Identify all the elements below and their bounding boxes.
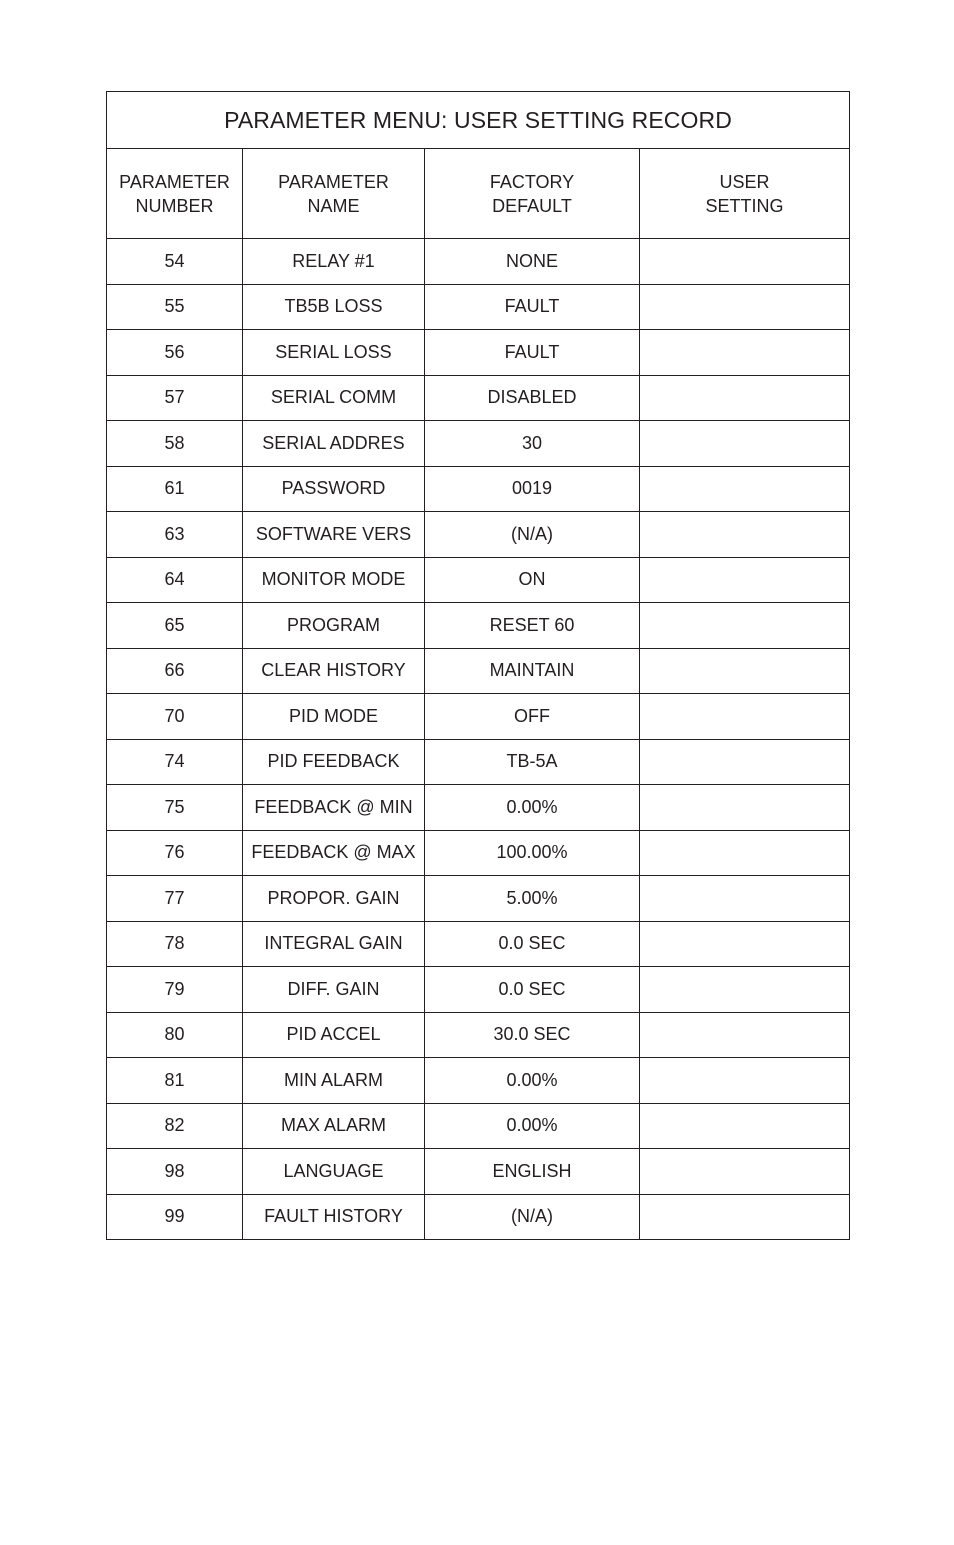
header-user-setting: USER SETTING — [640, 149, 850, 239]
parameter-name-cell: SERIAL ADDRES — [243, 421, 425, 467]
table-row — [107, 785, 850, 831]
factory-default-cell: FAULT — [425, 330, 640, 376]
parameter-number-cell: 57 — [107, 375, 243, 421]
parameter-name-cell: MAX ALARM — [243, 1103, 425, 1149]
table-row — [107, 921, 850, 967]
user-setting-cell[interactable] — [640, 921, 850, 967]
parameter-name-cell: PASSWORD — [243, 466, 425, 512]
user-setting-cell[interactable] — [640, 421, 850, 467]
factory-default-cell: 100.00% — [425, 830, 640, 876]
factory-default-cell: (N/A) — [425, 1194, 640, 1240]
parameter-number-cell: 82 — [107, 1103, 243, 1149]
parameter-number-cell: 77 — [107, 876, 243, 922]
user-setting-cell[interactable] — [640, 785, 850, 831]
user-setting-cell[interactable] — [640, 967, 850, 1013]
parameter-number-cell: 80 — [107, 1012, 243, 1058]
factory-default-cell: 0.0 SEC — [425, 967, 640, 1013]
parameter-name-cell: TB5B LOSS — [243, 284, 425, 330]
table-row — [107, 1194, 850, 1240]
parameter-number-cell: 64 — [107, 557, 243, 603]
user-setting-cell[interactable] — [640, 739, 850, 785]
user-setting-cell[interactable] — [640, 375, 850, 421]
parameter-number-cell: 63 — [107, 512, 243, 558]
parameter-number-cell: 76 — [107, 830, 243, 876]
user-setting-cell[interactable] — [640, 1103, 850, 1149]
factory-default-cell: OFF — [425, 694, 640, 740]
parameter-number-cell: 55 — [107, 284, 243, 330]
factory-default-cell: NONE — [425, 239, 640, 285]
factory-default-cell: RESET 60 — [425, 603, 640, 649]
user-setting-cell[interactable] — [640, 330, 850, 376]
parameter-number-cell: 54 — [107, 239, 243, 285]
parameter-name-cell: CLEAR HISTORY — [243, 648, 425, 694]
user-setting-cell[interactable] — [640, 603, 850, 649]
user-setting-cell[interactable] — [640, 1058, 850, 1104]
parameter-name-cell: FEEDBACK @ MIN — [243, 785, 425, 831]
table-row — [107, 648, 850, 694]
user-setting-cell[interactable] — [640, 876, 850, 922]
parameter-number-cell: 61 — [107, 466, 243, 512]
parameter-number-cell: 81 — [107, 1058, 243, 1104]
parameter-name-cell: SERIAL COMM — [243, 375, 425, 421]
parameter-name-cell: FAULT HISTORY — [243, 1194, 425, 1240]
factory-default-cell: 0.00% — [425, 1103, 640, 1149]
parameter-name-cell: SOFTWARE VERS — [243, 512, 425, 558]
parameter-number-cell: 58 — [107, 421, 243, 467]
table-row — [107, 512, 850, 558]
user-setting-cell[interactable] — [640, 648, 850, 694]
factory-default-cell: 0.0 SEC — [425, 921, 640, 967]
table-row — [107, 284, 850, 330]
table-row — [107, 1149, 850, 1195]
table-row — [107, 330, 850, 376]
table-row — [107, 557, 850, 603]
parameter-name-cell: MIN ALARM — [243, 1058, 425, 1104]
user-setting-cell[interactable] — [640, 1194, 850, 1240]
factory-default-cell: (N/A) — [425, 512, 640, 558]
factory-default-cell: 0019 — [425, 466, 640, 512]
table-header-row — [107, 149, 850, 239]
parameter-name-cell: RELAY #1 — [243, 239, 425, 285]
factory-default-cell: DISABLED — [425, 375, 640, 421]
parameter-number-cell: 98 — [107, 1149, 243, 1195]
factory-default-cell: MAINTAIN — [425, 648, 640, 694]
parameter-name-cell: FEEDBACK @ MAX — [243, 830, 425, 876]
header-parameter-name: PARAMETER NAME — [243, 149, 425, 239]
user-setting-cell[interactable] — [640, 466, 850, 512]
table-title-row — [107, 92, 850, 149]
parameter-number-cell: 65 — [107, 603, 243, 649]
table-row — [107, 967, 850, 1013]
factory-default-cell: TB-5A — [425, 739, 640, 785]
table-row — [107, 876, 850, 922]
parameter-name-cell: LANGUAGE — [243, 1149, 425, 1195]
table-row — [107, 1058, 850, 1104]
parameter-number-cell: 75 — [107, 785, 243, 831]
parameter-name-cell: INTEGRAL GAIN — [243, 921, 425, 967]
factory-default-cell: 0.00% — [425, 785, 640, 831]
user-setting-cell[interactable] — [640, 284, 850, 330]
parameter-number-cell: 74 — [107, 739, 243, 785]
header-parameter-number: PARAMETER NUMBER — [107, 149, 243, 239]
parameter-name-cell: PROGRAM — [243, 603, 425, 649]
user-setting-cell[interactable] — [640, 1149, 850, 1195]
parameter-number-cell: 70 — [107, 694, 243, 740]
user-setting-cell[interactable] — [640, 830, 850, 876]
parameter-name-cell: PID ACCEL — [243, 1012, 425, 1058]
parameter-number-cell: 78 — [107, 921, 243, 967]
header-factory-default: FACTORY DEFAULT — [425, 149, 640, 239]
parameter-number-cell: 66 — [107, 648, 243, 694]
table-row — [107, 830, 850, 876]
table-row — [107, 421, 850, 467]
parameter-number-cell: 56 — [107, 330, 243, 376]
table-row — [107, 1012, 850, 1058]
user-setting-cell[interactable] — [640, 512, 850, 558]
factory-default-cell: ON — [425, 557, 640, 603]
table-row — [107, 739, 850, 785]
table-row — [107, 375, 850, 421]
factory-default-cell: 30 — [425, 421, 640, 467]
parameter-number-cell: 99 — [107, 1194, 243, 1240]
table-row — [107, 694, 850, 740]
factory-default-cell: 5.00% — [425, 876, 640, 922]
user-setting-cell[interactable] — [640, 1012, 850, 1058]
factory-default-cell: 30.0 SEC — [425, 1012, 640, 1058]
table-row — [107, 466, 850, 512]
parameter-name-cell: PID MODE — [243, 694, 425, 740]
table-title: PARAMETER MENU: USER SETTING RECORD — [107, 92, 850, 149]
factory-default-cell: ENGLISH — [425, 1149, 640, 1195]
user-setting-cell[interactable] — [640, 557, 850, 603]
user-setting-cell[interactable] — [640, 694, 850, 740]
table-row — [107, 239, 850, 285]
parameter-name-cell: SERIAL LOSS — [243, 330, 425, 376]
user-setting-cell[interactable] — [640, 239, 850, 285]
factory-default-cell: FAULT — [425, 284, 640, 330]
table-row — [107, 1103, 850, 1149]
table-body — [107, 239, 850, 1240]
factory-default-cell: 0.00% — [425, 1058, 640, 1104]
parameter-name-cell: DIFF. GAIN — [243, 967, 425, 1013]
parameter-name-cell: PID FEEDBACK — [243, 739, 425, 785]
parameter-name-cell: MONITOR MODE — [243, 557, 425, 603]
user-setting-record-table — [106, 91, 850, 1240]
parameter-name-cell: PROPOR. GAIN — [243, 876, 425, 922]
table-row — [107, 603, 850, 649]
parameter-number-cell: 79 — [107, 967, 243, 1013]
